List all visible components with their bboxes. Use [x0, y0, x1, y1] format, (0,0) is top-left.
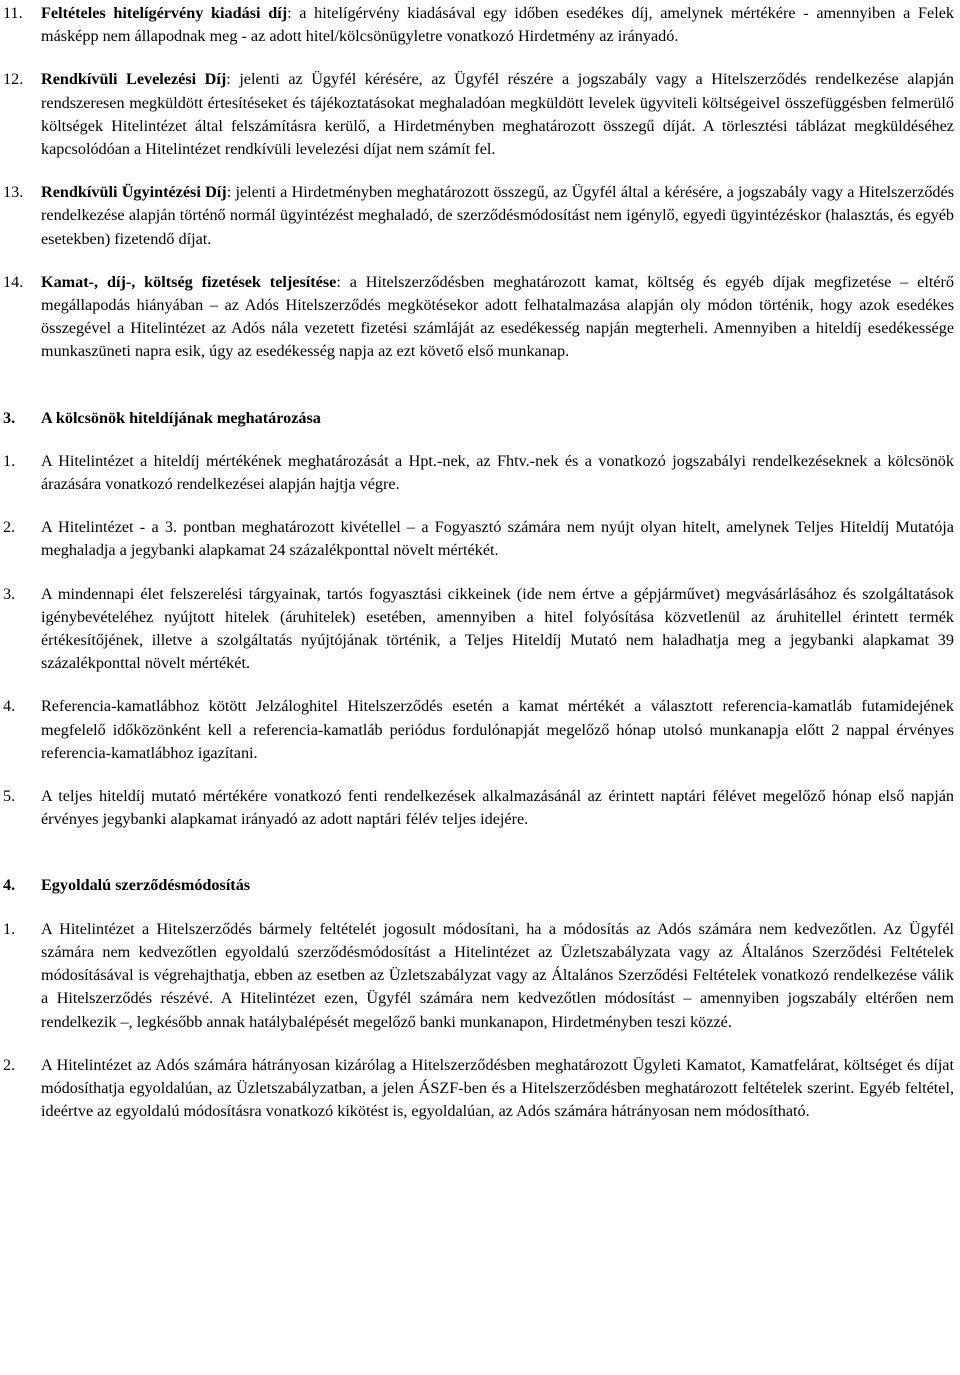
section-title: Egyoldalú szerződésmódosítás — [41, 876, 251, 895]
item-number: 12. — [3, 70, 24, 89]
definition-text: : a Hitelszerződésben meghatározott kamat, költség és egyéb díjak megfizetése – eltérő megállapodás hiányában – az Adós Hitelszerződés megkötésekor adott felhatalmazása alapján oly módon történik, hogy azok esedékes összegével a Hitelintézet az Adós nála vezetett fizetési számláját az esedékesség napján megterheli. Amennyiben a hiteldíj esedékessége munkaszüneti napra esik, úgy az esedékesség napja az ezt követő első munkanap. — [41, 272, 954, 361]
item-text: Referencia-kamatlábhoz kötött Jelzáloghitel Hitelszerződés esetén a kamat mértékét a választott referencia-kamatláb futamidejének megfelelő időközönként kell a referencia-kamatláb periódus fordulónapját megelőző hónap utolsó munkanapja előtt 2 nappal érvényes referencia-kamatlábhoz igazítani. — [41, 697, 954, 762]
defined-term: Rendkívüli Ügyintézési Díj — [41, 183, 227, 202]
item-number: 5. — [3, 787, 16, 806]
item-text: A Hitelintézet a hiteldíj mértékének meghatározását a Hpt.-nek, az Fhtv.-nek és a vonatkozó jogszabályi rendelkezéseknek a kölcsönök árazására vonatkozó rendelkezései alapján hajtja végre. — [41, 451, 954, 494]
item-text: A Hitelintézet az Adós számára hátrányosan kizárólag a Hitelszerződésben meghatározott Ügyleti Kamatot, Kamatfelárat, költséget és díjat módosíthatja egyoldalúan, az Üzletszabályzatban, a jelen ÁSZF-ben és a Hitelszerződésben meghatározott feltételek szerint. Egyéb feltétel, ideértve az egyoldalú módosításra vonatkozó kikötést is, egyoldalúan, az Adós számára hátrányosan nem módosítható. — [41, 1055, 954, 1121]
definition-item-12 — [3, 68, 960, 161]
item-number: 2. — [3, 1055, 16, 1074]
item-text: A mindennapi élet felszerelési tárgyainak, tartós fogyasztási cikkeinek (ide nem értve a gépjárművet) megvásárlásához és szolgáltatások igénybevételéhez nyújtott hitelek (áruhitelek) esetében, amennyiben a hitel folyósítása közvetlenül az áruhitellel érintett termék értékesítőjének, illetve a szolgáltatás nyújtójának történik, a Teljes Hiteldíj Mutató nem haladhatja meg a jegybanki alapkamat 39 százalékponttal növelt mértékét. — [41, 584, 954, 673]
definition-item-11 — [3, 2, 960, 48]
defined-term: Kamat-, díj-, költség fizetések teljesítése — [41, 272, 337, 291]
defined-term: Feltételes hitelígérvény kiadási díj — [41, 4, 288, 22]
section-number: 3. — [3, 408, 16, 427]
item-number: 1. — [3, 919, 16, 938]
section-3-item-4 — [3, 695, 960, 765]
section-3-item-2 — [3, 516, 960, 562]
definition-text: : jelenti a Hirdetményben meghatározott összegű, az Ügyfél által a kérésére, a jogszabály vagy a Hitelszerződés rendelkezése alapján történő normál ügyintézést meghaladó, de szerződésmódosítást nem igénylő, egyedi ügyintézéskor (halasztás, és egyéb esetekben) fizetendő díjat. — [41, 183, 954, 248]
section-heading-4 — [3, 874, 960, 897]
defined-term: Rendkívüli Levelezési Díj — [41, 70, 227, 89]
section-4-item-2 — [3, 1054, 960, 1124]
item-text: A Hitelintézet a Hitelszerződés bármely feltételét jogosult módosítani, ha a módosítás az Adós számára nem kedvezőtlen. Az Ügyfél számára nem kedvezőtlen egyoldalú szerződésmódosítást a Hitelintézet az Üzletszabályzata vagy az Általános Szerződési Feltételek módosításával is végrehajthatja, ebben az esetben az Üzletszabályzat vagy az Általános Szerződési Feltételek vonatkozó rendelkezése válik a Hitelszerződés részévé. A Hitelintézet ezen, Ügyfél számára nem kedvezőtlen módosítást – amennyiben jogszabály eltérően nem rendelkezik –, legkésőbb annak hatálybalépését megelőző banki munkanapon, Hirdetményben teszi közzé. — [41, 919, 954, 1031]
section-number: 4. — [3, 876, 16, 895]
item-number: 2. — [3, 518, 16, 537]
section-3-item-1 — [3, 450, 960, 496]
item-number: 14. — [3, 272, 24, 291]
definition-item-14 — [3, 271, 960, 364]
item-number: 1. — [3, 451, 16, 470]
item-number: 3. — [3, 584, 16, 603]
item-text: A Hitelintézet - a 3. pontban meghatározott kivétellel – a Fogyasztó számára nem nyújt olyan hitelt, amelynek Teljes Hiteldíj Mutatója meghaladja a jegybanki alapkamat 24 százalékponttal növelt mértékét. — [41, 518, 954, 560]
section-3-item-5 — [3, 785, 960, 831]
item-number: 13. — [3, 183, 24, 202]
section-title: A kölcsönök hiteldíjának meghatározása — [41, 408, 321, 427]
section-heading-3 — [3, 407, 960, 430]
definition-text: : a hitelígérvény kiadásával egy időben esedékes díj, amelynek mértékére - amennyiben a Felek másképp nem állapodnak meg - az adott hitel/kölcsönügyletre vonatkozó Hirdetmény az irányadó. — [41, 4, 954, 46]
item-number: 11. — [3, 4, 23, 22]
section-4-item-1 — [3, 918, 960, 1034]
definition-text: : jelenti az Ügyfél kérésére, az Ügyfél részére a jogszabály vagy a Hitelszerződés rendelkezése alapján rendszeresen megküldött értesítéseket és tájékoztatásokat meghaladóan megküldött levelek ügyviteli költségeivel összefüggésben felmerülő költségek Hitelintézet által felszámításra kerülő, a Hirdetményben meghatározott összegű díját. A törlesztési táblázat megküldéséhez kapcsolódóan a Hitelintézet rendkívüli levelezési díjat nem számít fel. — [41, 70, 954, 159]
section-3-item-3 — [3, 583, 960, 676]
item-number: 4. — [3, 697, 16, 716]
definition-item-13 — [3, 181, 960, 251]
item-text: A teljes hiteldíj mutató mértékére vonatkozó fenti rendelkezések alkalmazásánál az érintett naptári félévet megelőző hónap első napján érvényes jegybanki alapkamat irányadó az adott naptári félév teljes idejére. — [41, 787, 954, 829]
